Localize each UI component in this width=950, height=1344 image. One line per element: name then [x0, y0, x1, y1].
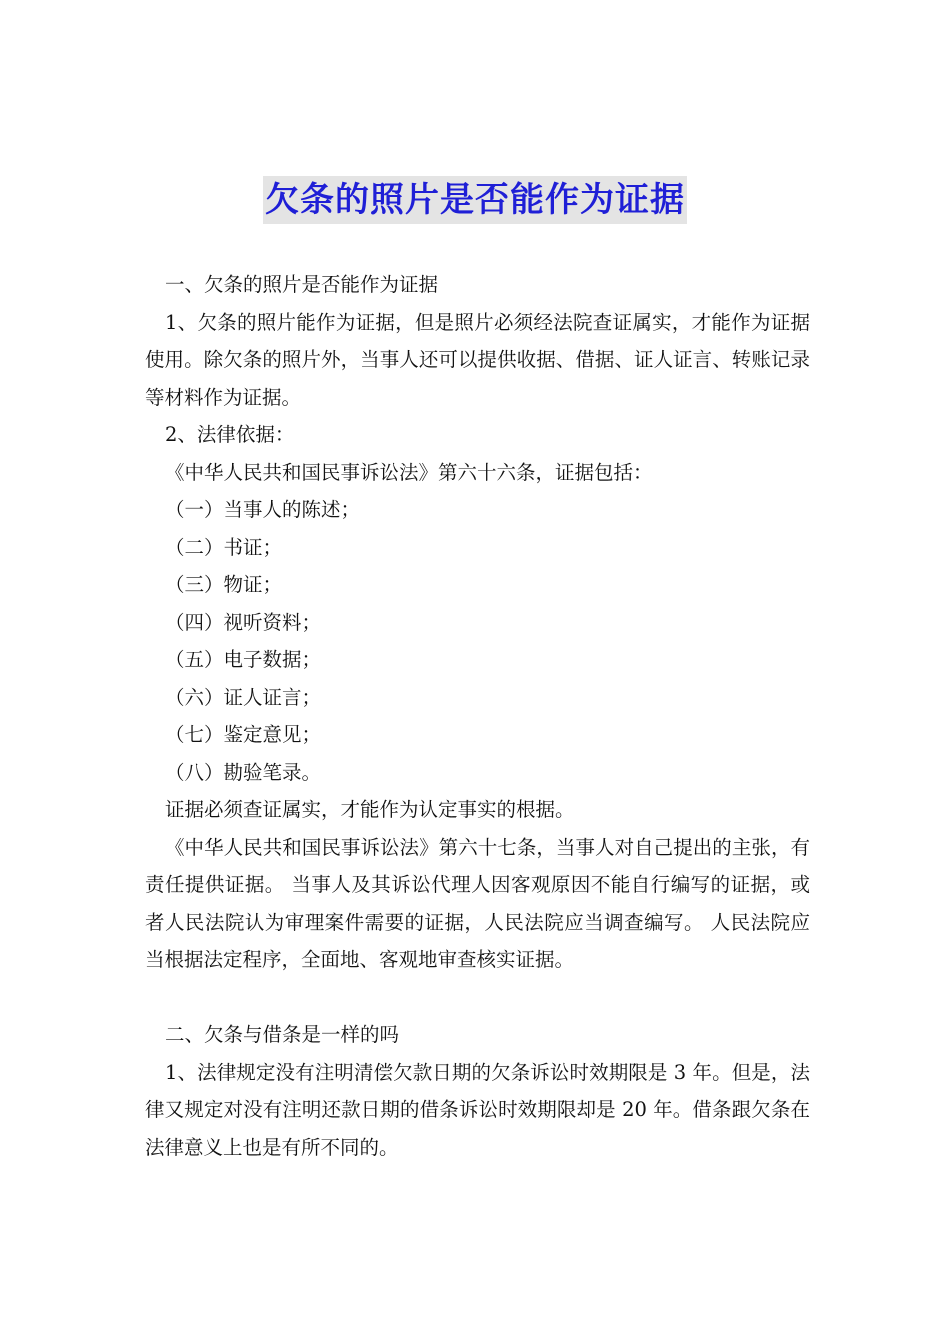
section-1-paragraph: 1、欠条的照片能作为证据，但是照片必须经法院查证属实，才能作为证据使用。除欠条的照片外，当事人还可以提供收据、借据、证人证言、转账记录等材料作为证据。 — [145, 310, 810, 409]
title-container — [0, 176, 950, 224]
section-2-paragraph: 1、法律规定没有注明清偿欠款日期的欠条诉讼时效期限是 3 年。但是，法律又规定对没有注明还款日期的借条诉讼时效期限却是 20 年。借条跟欠条在法律意义上也是有所不同的。 — [145, 1060, 810, 1159]
section-spacer — [145, 979, 810, 1017]
evidence-list-item: （一）当事人的陈述； — [165, 498, 361, 521]
document-title: 欠条的照片是否能作为证据 — [263, 176, 687, 224]
section-1-paragraph: 《中华人民共和国民事诉讼法》第六十七条，当事人对自己提出的主张，有责任提供证据。 当事人及其诉讼代理人因客观原因不能自行编写的证据，或者人民法院认为审理案件需要的证据，人民法院应当调查编写。 人民法院应当根据法定程序，全面地、客观地审查核实证据。 — [145, 835, 810, 971]
section-1-paragraph: 《中华人民共和国民事诉讼法》第六十六条，证据包括： — [165, 460, 653, 484]
evidence-list-item: （七）鉴定意见； — [165, 723, 322, 746]
evidence-list-item: （五）电子数据； — [165, 648, 322, 671]
evidence-list-item: （三）物证； — [165, 573, 283, 596]
evidence-list-item: （四）视听资料； — [165, 610, 322, 634]
section-1-heading: 一、欠条的照片是否能作为证据 — [165, 273, 439, 296]
evidence-list-item: （二）书证； — [165, 535, 283, 559]
section-2-heading: 二、欠条与借条是一样的吗 — [165, 1023, 400, 1046]
evidence-list-item: （八）勘验笔录。 — [165, 760, 322, 784]
section-1-paragraph: 证据必须查证属实，才能作为认定事实的根据。 — [165, 798, 575, 821]
evidence-list-item: （六）证人证言； — [165, 685, 322, 709]
document-body — [145, 266, 810, 1166]
section-1-paragraph: 2、法律依据： — [165, 423, 295, 446]
